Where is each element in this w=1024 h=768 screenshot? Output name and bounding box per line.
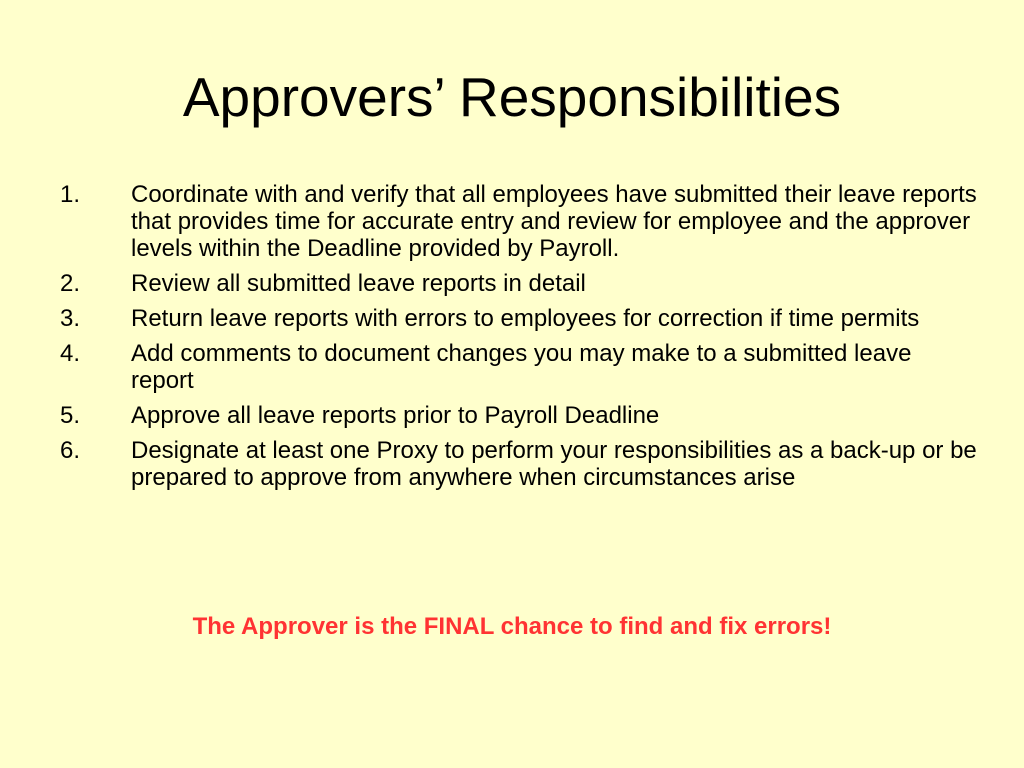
item-number: 3. [60,305,81,332]
callout-text: The Approver is the FINAL chance to find and fix errors! [192,613,832,640]
item-number: 2. [60,270,81,297]
item-number: 1. [60,181,81,208]
list-item [60,270,980,297]
item-text: Return leave reports with errors to employees for correction if time permits [131,305,920,332]
list-item [60,340,980,394]
list-item [60,181,980,262]
list-item [60,402,980,429]
item-text: Review all submitted leave reports in detail [131,270,586,297]
item-number: 6. [60,437,81,464]
list-item [60,437,980,491]
list-item [60,305,980,332]
responsibilities-list [60,181,980,499]
item-text: Approve all leave reports prior to Payroll Deadline [131,402,660,429]
item-number: 5. [60,402,81,429]
item-text: Coordinate with and verify that all employees have submitted their leave reports that provides time for accurate entry and review for employee and the approver levels within the Deadline provided by Payroll. [131,181,977,262]
item-number: 4. [60,340,81,367]
item-text: Designate at least one Proxy to perform your responsibilities as a back-up or be prepared to approve from anywhere when circumstances arise [131,437,977,491]
item-text: Add comments to document changes you may make to a submitted leave report [131,340,912,394]
slide-title: Approvers’ Responsibilities [182,66,842,128]
